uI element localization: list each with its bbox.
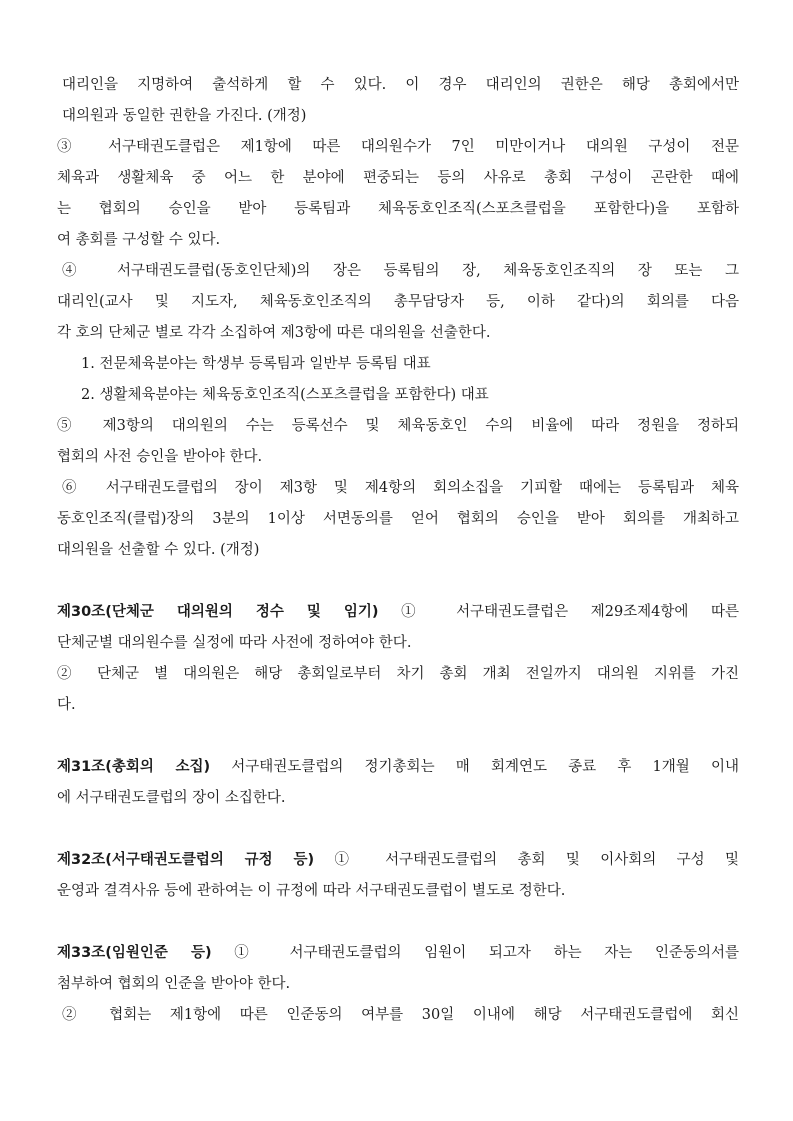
text-line: ⑤ 제3항의 대의원의 수는 등록선수 및 체육동호인 수의 비율에 따라 정원을 정하되 xyxy=(57,418,739,434)
article-text: ① 서구태권도클럽은 제29조제4항에 따른 xyxy=(378,604,739,620)
article-text: ① 서구태권도클럽의 총회 및 이사회의 구성 및 xyxy=(314,852,739,868)
article-heading: 제32조(서구태권도클럽의 규정 등) xyxy=(57,852,315,868)
text-line: ③ 서구태권도클럽은 제1항에 따른 대의원수가 7인 미만이거나 대의원 구성이 전문 xyxy=(57,139,739,155)
article-30-line xyxy=(57,597,739,628)
article-text: 서구태권도클럽의 정기총회는 매 회계연도 종료 후 1개월 이내 xyxy=(210,759,739,775)
text-line: 대의원과 동일한 권한을 가진다. (개정) xyxy=(62,108,307,124)
article-heading: 제33조(임원인준 등) xyxy=(57,945,212,961)
text-line: 에 서구태권도클럽의 장이 소집한다. xyxy=(57,790,286,806)
text-line: 대리인(교사 및 지도자, 체육동호인조직의 총무담당자 등, 이하 같다)의 회의를 다음 xyxy=(57,294,739,310)
text-line: 단체군별 대의원수를 실정에 따라 사전에 정하여야 한다. xyxy=(57,635,412,651)
article-31-line xyxy=(57,752,739,783)
text-line: 대의원을 선출할 수 있다. (개정) xyxy=(57,542,260,558)
text-line: 각 호의 단체군 별로 각각 소집하여 제3항에 따른 대의원을 선출한다. xyxy=(57,325,491,341)
text-line: 동호인조직(클럽)장의 3분의 1이상 서면동의를 얻어 협회의 승인을 받아 회의를 개최하고 xyxy=(57,511,739,527)
text-line: ② 단체군 별 대의원은 해당 총회일로부터 차기 총회 개최 전일까지 대의원 지위를 가진 xyxy=(57,666,739,682)
text-line: 첨부하여 협회의 인준을 받아야 한다. xyxy=(57,976,291,992)
article-heading: 제31조(총회의 소집) xyxy=(57,759,211,775)
article-33-line xyxy=(57,938,739,969)
article-text: ① 서구태권도클럽의 임원이 되고자 하는 자는 인준동의서를 xyxy=(211,945,739,961)
text-line: ② 협회는 제1항에 따른 인준동의 여부를 30일 이내에 해당 서구태권도클럽에 회신 xyxy=(62,1007,739,1023)
text-line: 여 총회를 구성할 수 있다. xyxy=(57,232,221,248)
article-32-line xyxy=(57,845,739,876)
document-page xyxy=(57,70,739,1031)
text-line: 대리인을 지명하여 출석하게 할 수 있다. 이 경우 대리인의 권한은 해당 총회에서만 xyxy=(62,77,739,93)
text-line: 협회의 사전 승인을 받아야 한다. xyxy=(57,449,263,465)
article-heading: 제30조(단체군 대의원의 정수 및 임기) xyxy=(57,604,379,620)
text-line: 다. xyxy=(57,697,76,713)
text-line: 운영과 결격사유 등에 관하여는 이 규정에 따라 서구태권도클럽이 별도로 정한다. xyxy=(57,883,566,899)
list-item: 2. 생활체육분야는 체육동호인조직(스포츠클럽을 포함한다) 대표 xyxy=(81,387,489,403)
text-line: ⑥ 서구태권도클럽의 장이 제3항 및 제4항의 회의소집을 기피할 때에는 등록팀과 체육 xyxy=(62,480,739,496)
text-line: 체육과 생활체육 중 어느 한 분야에 편중되는 등의 사유로 총회 구성이 곤란한 때에 xyxy=(57,170,739,186)
text-line: 는 협회의 승인을 받아 등록팀과 체육동호인조직(스포츠클럽을 포함한다)을 포함하 xyxy=(57,201,739,217)
list-item: 1. 전문체육분야는 학생부 등록팀과 일반부 등록팀 대표 xyxy=(81,356,431,372)
text-line: ④ 서구태권도클럽(동호인단체)의 장은 등록팀의 장, 체육동호인조직의 장 또는 그 xyxy=(62,263,739,279)
